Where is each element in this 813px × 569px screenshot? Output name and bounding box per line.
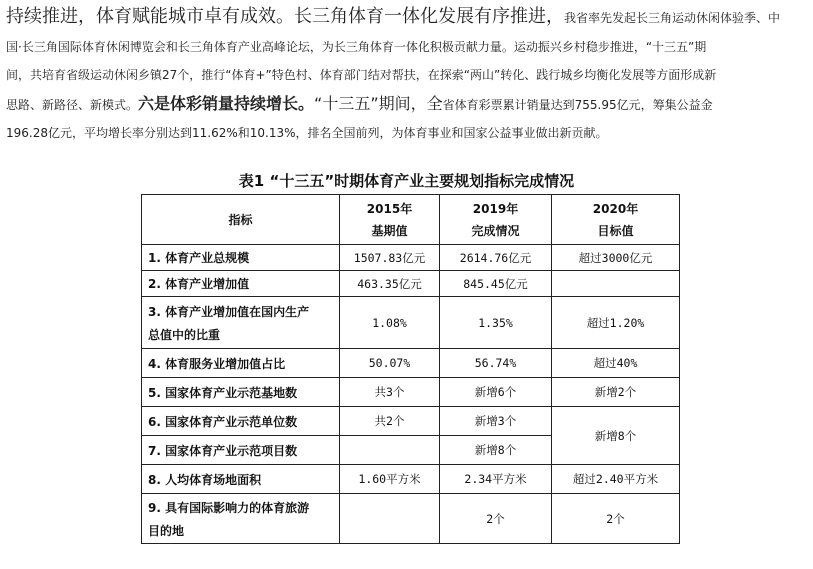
section-heading-lottery: 六是体彩销量持续增长。 xyxy=(138,93,315,113)
indicator-table xyxy=(141,194,680,544)
header-indicator: 指标 xyxy=(142,195,340,245)
table-row: 2. 体育产业增加值 463.35亿元 845.45亿元 xyxy=(142,271,680,297)
header-2020: 2020年 目标值 xyxy=(552,195,680,245)
table-caption: 表1 “十三五”时期体育产业主要规划指标完成情况 xyxy=(238,172,575,190)
table-row: 5. 国家体育产业示范基地数 共3个 新增6个 新增2个 xyxy=(142,378,680,407)
table-row: 8. 人均体育场地面积 1.60平方米 2.34平方米 超过2.40平方米 xyxy=(142,465,680,494)
table-header-row xyxy=(142,195,680,245)
table-row: 9. 具有国际影响力的体育旅游 目的地 2个 2个 xyxy=(142,494,680,544)
para-line-2: 国·长三角国际体育休闲博览会和长三角体育产业高峰论坛，为长三角体育一体化积极贡献力量。运动振兴乡村稳步推进，“十三五”期 xyxy=(6,39,707,54)
table-row: 4. 体育服务业增加值占比 50.07% 56.74% 超过40% xyxy=(142,349,680,378)
header-2019: 2019年 完成情况 xyxy=(440,195,552,245)
body-paragraph xyxy=(6,3,808,148)
table-row: 7. 国家体育产业示范项目数 新增8个 xyxy=(142,436,680,465)
para-line-5: 196.28亿元，平均增长率分别达到11.62%和10.13%，排名全国前列，为体育事业和国家公益事业做出新贡献。 xyxy=(6,126,608,141)
para-line-4: 思路、新路径、新模式。六是体彩销量持续增长。“十三五”期间，全省体育彩票累计销量达到755.95亿元，筹集公益金 xyxy=(6,93,713,113)
header-2015: 2015年 基期值 xyxy=(340,195,440,245)
para-line-1: 持续推进，体育赋能城市卓有成效。长三角体育一体化发展有序推进，我省率先发起长三角运动休闲体验季、中 xyxy=(6,6,781,27)
table-row: 6. 国家体育产业示范单位数 共2个 新增3个 新增8个 xyxy=(142,407,680,436)
para-line-3: 间，共培育省级运动休闲乡镇27个，推行“体育+”特色村、体育部门结对帮扶，在探索“两山”转化、践行城乡均衡化发展等方面形成新 xyxy=(6,68,717,83)
table-row: 3. 体育产业增加值在国内生产 总值中的比重 1.08% 1.35% 超过1.20% xyxy=(142,297,680,349)
table-row: 1. 体育产业总规模 1507.83亿元 2614.76亿元 超过3000亿元 xyxy=(142,245,680,271)
